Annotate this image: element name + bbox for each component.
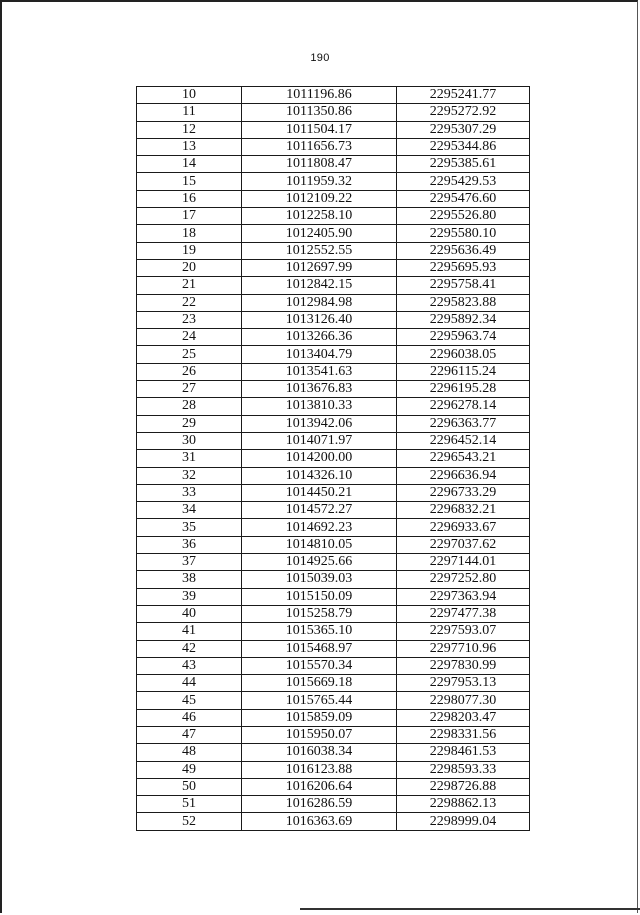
y-coordinate-cell: 2297252.80 [397,571,530,588]
point-number-cell: 38 [137,571,242,588]
point-number-cell: 16 [137,190,242,207]
page-number: 190 [310,52,330,64]
x-coordinate-cell: 1014925.66 [242,554,397,571]
table-row [137,242,530,259]
x-coordinate-cell: 1015468.97 [242,640,397,657]
y-coordinate-cell: 2297830.99 [397,657,530,674]
x-coordinate-cell: 1016038.34 [242,744,397,761]
x-coordinate-cell: 1014810.05 [242,536,397,553]
point-number-cell: 35 [137,519,242,536]
y-coordinate-cell: 2295429.53 [397,173,530,190]
y-coordinate-cell: 2296363.77 [397,415,530,432]
point-number-cell: 36 [137,536,242,553]
y-coordinate-cell: 2295823.88 [397,294,530,311]
x-coordinate-cell: 1015950.07 [242,726,397,743]
table-row [137,156,530,173]
bottom-edge-mark [300,908,640,910]
y-coordinate-cell: 2297593.07 [397,623,530,640]
y-coordinate-cell: 2296195.28 [397,381,530,398]
x-coordinate-cell: 1015039.03 [242,571,397,588]
table-row [137,657,530,674]
y-coordinate-cell: 2298077.30 [397,692,530,709]
x-coordinate-cell: 1011504.17 [242,121,397,138]
y-coordinate-cell: 2297037.62 [397,536,530,553]
y-coordinate-cell: 2297953.13 [397,675,530,692]
x-coordinate-cell: 1014071.97 [242,432,397,449]
y-coordinate-cell: 2298862.13 [397,796,530,813]
x-coordinate-cell: 1016286.59 [242,796,397,813]
y-coordinate-cell: 2296038.05 [397,346,530,363]
x-coordinate-cell: 1012109.22 [242,190,397,207]
x-coordinate-cell: 1015258.79 [242,605,397,622]
point-number-cell: 44 [137,675,242,692]
x-coordinate-cell: 1014326.10 [242,467,397,484]
y-coordinate-cell: 2296733.29 [397,484,530,501]
y-coordinate-cell: 2298593.33 [397,761,530,778]
point-number-cell: 40 [137,605,242,622]
table-row [137,87,530,104]
x-coordinate-cell: 1011350.86 [242,104,397,121]
coordinates-table-body [137,87,530,831]
x-coordinate-cell: 1012258.10 [242,208,397,225]
y-coordinate-cell: 2296543.21 [397,450,530,467]
x-coordinate-cell: 1013126.40 [242,311,397,328]
point-number-cell: 51 [137,796,242,813]
point-number-cell: 31 [137,450,242,467]
y-coordinate-cell: 2295695.93 [397,259,530,276]
point-number-cell: 30 [137,432,242,449]
point-number-cell: 37 [137,554,242,571]
table-row [137,502,530,519]
table-row [137,813,530,830]
x-coordinate-cell: 1014200.00 [242,450,397,467]
x-coordinate-cell: 1014692.23 [242,519,397,536]
point-number-cell: 11 [137,104,242,121]
x-coordinate-cell: 1013810.33 [242,398,397,415]
table-row [137,623,530,640]
table-row [137,536,530,553]
point-number-cell: 27 [137,381,242,398]
point-number-cell: 52 [137,813,242,830]
x-coordinate-cell: 1016123.88 [242,761,397,778]
y-coordinate-cell: 2295892.34 [397,311,530,328]
point-number-cell: 10 [137,87,242,104]
point-number-cell: 18 [137,225,242,242]
table-row [137,311,530,328]
table-row [137,138,530,155]
x-coordinate-cell: 1012697.99 [242,259,397,276]
y-coordinate-cell: 2295526.80 [397,208,530,225]
point-number-cell: 24 [137,329,242,346]
x-coordinate-cell: 1013541.63 [242,363,397,380]
y-coordinate-cell: 2295344.86 [397,138,530,155]
point-number-cell: 17 [137,208,242,225]
point-number-cell: 12 [137,121,242,138]
point-number-cell: 29 [137,415,242,432]
table-row [137,640,530,657]
x-coordinate-cell: 1015150.09 [242,588,397,605]
y-coordinate-cell: 2297710.96 [397,640,530,657]
point-number-cell: 39 [137,588,242,605]
point-number-cell: 28 [137,398,242,415]
table-row [137,346,530,363]
table-row [137,467,530,484]
table-row [137,190,530,207]
table-row [137,329,530,346]
x-coordinate-cell: 1012552.55 [242,242,397,259]
x-coordinate-cell: 1015765.44 [242,692,397,709]
table-row [137,605,530,622]
x-coordinate-cell: 1011959.32 [242,173,397,190]
table-row [137,398,530,415]
table-row [137,259,530,276]
x-coordinate-cell: 1016206.64 [242,778,397,795]
y-coordinate-cell: 2295758.41 [397,277,530,294]
point-number-cell: 33 [137,484,242,501]
table-row [137,519,530,536]
table-row [137,744,530,761]
table-row [137,277,530,294]
table-row [137,761,530,778]
x-coordinate-cell: 1014450.21 [242,484,397,501]
point-number-cell: 22 [137,294,242,311]
point-number-cell: 49 [137,761,242,778]
table-row [137,432,530,449]
x-coordinate-cell: 1015859.09 [242,709,397,726]
table-row [137,450,530,467]
point-number-cell: 41 [137,623,242,640]
y-coordinate-cell: 2295963.74 [397,329,530,346]
x-coordinate-cell: 1011656.73 [242,138,397,155]
x-coordinate-cell: 1014572.27 [242,502,397,519]
x-coordinate-cell: 1011808.47 [242,156,397,173]
y-coordinate-cell: 2296636.94 [397,467,530,484]
y-coordinate-cell: 2295476.60 [397,190,530,207]
point-number-cell: 23 [137,311,242,328]
y-coordinate-cell: 2298203.47 [397,709,530,726]
y-coordinate-cell: 2295385.61 [397,156,530,173]
point-number-cell: 43 [137,657,242,674]
point-number-cell: 42 [137,640,242,657]
y-coordinate-cell: 2296832.21 [397,502,530,519]
y-coordinate-cell: 2296278.14 [397,398,530,415]
x-coordinate-cell: 1015365.10 [242,623,397,640]
table-row [137,675,530,692]
y-coordinate-cell: 2295241.77 [397,87,530,104]
table-row [137,225,530,242]
point-number-cell: 19 [137,242,242,259]
y-coordinate-cell: 2298461.53 [397,744,530,761]
y-coordinate-cell: 2295272.92 [397,104,530,121]
coordinates-table [136,86,530,831]
point-number-cell: 46 [137,709,242,726]
point-number-cell: 34 [137,502,242,519]
x-coordinate-cell: 1013266.36 [242,329,397,346]
x-coordinate-cell: 1015669.18 [242,675,397,692]
x-coordinate-cell: 1016363.69 [242,813,397,830]
point-number-cell: 13 [137,138,242,155]
table-row [137,104,530,121]
y-coordinate-cell: 2296115.24 [397,363,530,380]
point-number-cell: 14 [137,156,242,173]
x-coordinate-cell: 1015570.34 [242,657,397,674]
point-number-cell: 26 [137,363,242,380]
point-number-cell: 20 [137,259,242,276]
table-row [137,796,530,813]
table-row [137,588,530,605]
y-coordinate-cell: 2295580.10 [397,225,530,242]
table-row [137,692,530,709]
table-row [137,363,530,380]
y-coordinate-cell: 2298999.04 [397,813,530,830]
y-coordinate-cell: 2295307.29 [397,121,530,138]
x-coordinate-cell: 1012984.98 [242,294,397,311]
table-row [137,554,530,571]
y-coordinate-cell: 2298726.88 [397,778,530,795]
table-row [137,121,530,138]
table-row [137,294,530,311]
table-row [137,415,530,432]
table-row [137,709,530,726]
point-number-cell: 21 [137,277,242,294]
x-coordinate-cell: 1013676.83 [242,381,397,398]
point-number-cell: 32 [137,467,242,484]
y-coordinate-cell: 2296452.14 [397,432,530,449]
table-row [137,571,530,588]
y-coordinate-cell: 2297363.94 [397,588,530,605]
x-coordinate-cell: 1011196.86 [242,87,397,104]
table-row [137,208,530,225]
point-number-cell: 50 [137,778,242,795]
x-coordinate-cell: 1012842.15 [242,277,397,294]
y-coordinate-cell: 2296933.67 [397,519,530,536]
point-number-cell: 47 [137,726,242,743]
table-row [137,778,530,795]
point-number-cell: 45 [137,692,242,709]
x-coordinate-cell: 1013404.79 [242,346,397,363]
y-coordinate-cell: 2298331.56 [397,726,530,743]
point-number-cell: 15 [137,173,242,190]
x-coordinate-cell: 1013942.06 [242,415,397,432]
y-coordinate-cell: 2297144.01 [397,554,530,571]
table-row [137,381,530,398]
table-row [137,484,530,501]
point-number-cell: 25 [137,346,242,363]
y-coordinate-cell: 2297477.38 [397,605,530,622]
table-row [137,726,530,743]
y-coordinate-cell: 2295636.49 [397,242,530,259]
table-row [137,173,530,190]
x-coordinate-cell: 1012405.90 [242,225,397,242]
point-number-cell: 48 [137,744,242,761]
